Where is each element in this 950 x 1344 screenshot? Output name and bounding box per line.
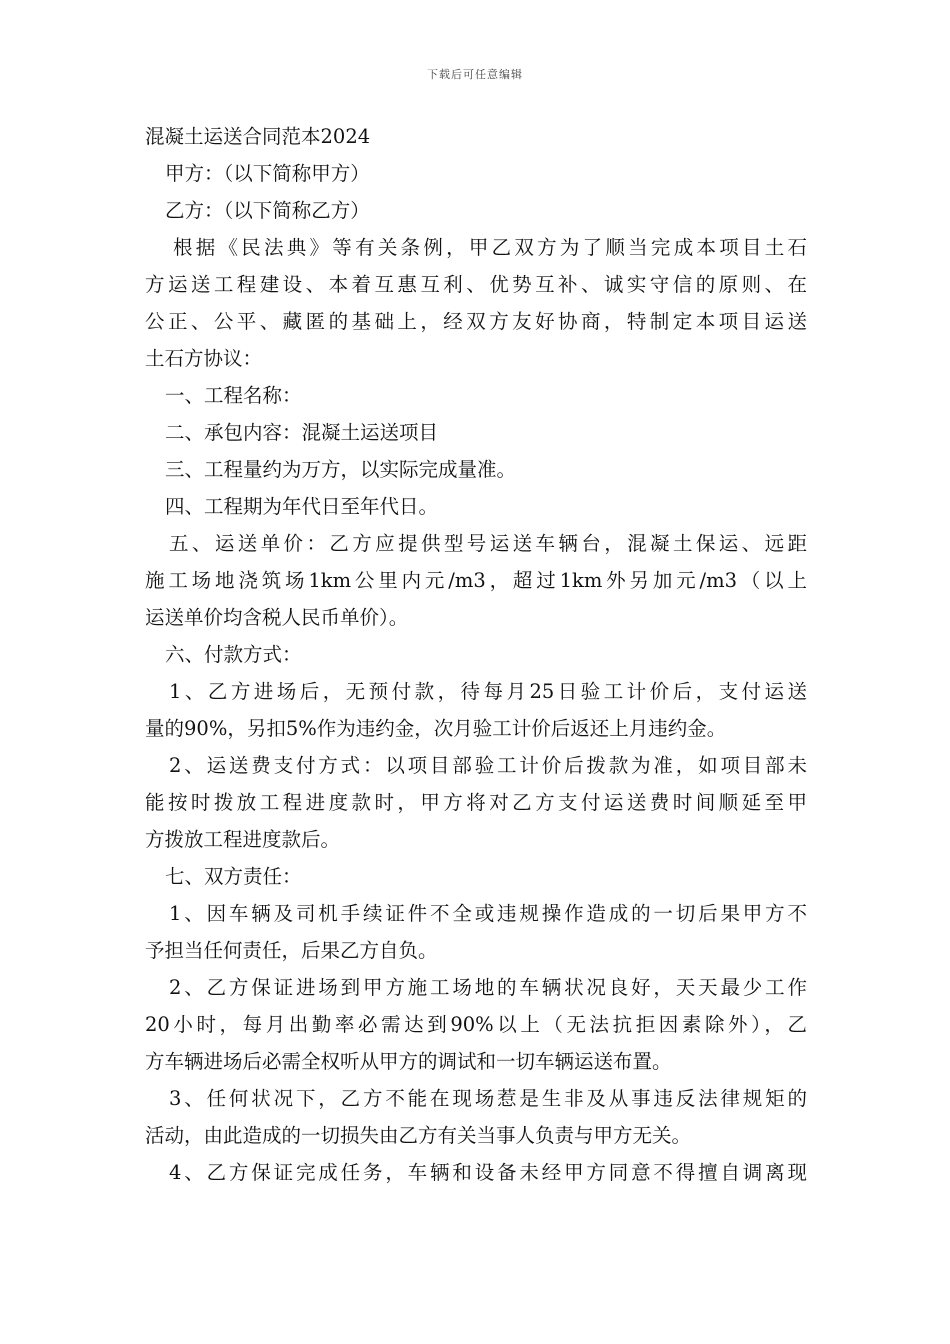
section-3-quantity: 三、工程量约为万方，以实际完成量准。 <box>165 458 517 481</box>
section-7-2-line-3: 方车辆进场后必需全权听从甲方的调试和一切车辆运送布置。 <box>145 1050 672 1073</box>
section-5-line-1: 五、运送单价：乙方应提供型号运送车辆台，混凝土保运、远距 <box>169 532 807 555</box>
page-header: 下载后可任意编辑 <box>427 68 523 81</box>
intro-line-4: 土石方协议： <box>145 347 263 370</box>
section-7-3-line-2: 活动，由此造成的一切损失由乙方有关当事人负责与甲方无关。 <box>145 1124 692 1147</box>
document-title: 混凝土运送合同范本2024 <box>145 125 371 148</box>
party-a-line: 甲方：（以下简称甲方） <box>165 162 370 185</box>
section-2-scope: 二、承包内容：混凝土运送项目 <box>165 421 439 444</box>
section-7-2-line-1: 2、乙方保证进场到甲方施工场地的车辆状况良好，天天最少工作 <box>169 976 807 999</box>
section-7-4-line-1: 4、乙方保证完成任务，车辆和设备未经甲方同意不得擅自调离现 <box>169 1161 807 1184</box>
section-7-2-line-2: 20小时，每月出勤率必需达到90%以上（无法抗拒因素除外），乙 <box>145 1013 807 1036</box>
section-7-responsibilities: 七、双方责任： <box>165 865 302 888</box>
party-b-line: 乙方：（以下简称乙方） <box>165 199 370 222</box>
section-7-3-line-1: 3、任何状况下，乙方不能在现场惹是生非及从事违反法律规矩的 <box>169 1087 807 1110</box>
section-6-2-line-2: 能按时拨放工程进度款时，甲方将对乙方支付运送费时间顺延至甲 <box>145 791 807 814</box>
section-6-2-line-3: 方拨放工程进度款后。 <box>145 828 341 851</box>
section-5-line-2: 施工场地浇筑场1km公里内元/m3，超过1km外另加元/m3（以上 <box>145 569 807 592</box>
section-7-1-line-2: 予担当任何责任，后果乙方自负。 <box>145 939 438 962</box>
section-4-period: 四、工程期为年代日至年代日。 <box>165 495 439 518</box>
section-6-1-line-2: 量的90%，另扣5%作为违约金，次月验工计价后返还上月违约金。 <box>145 717 727 740</box>
section-6-1-line-1: 1、乙方进场后，无预付款，待每月25日验工计价后，支付运送 <box>169 680 807 703</box>
section-5-line-3: 运送单价均含税人民币单价）。 <box>145 606 409 629</box>
section-6-payment: 六、付款方式： <box>165 643 302 666</box>
intro-line-1: 根据《民法典》等有关条例，甲乙双方为了顺当完成本项目土石 <box>173 236 807 259</box>
intro-line-2: 方运送工程建设、本着互惠互利、优势互补、诚实守信的原则、在 <box>145 273 807 296</box>
intro-line-3: 公正、公平、藏匿的基础上，经双方友好协商，特制定本项目运送 <box>145 310 807 333</box>
section-6-2-line-1: 2、运送费支付方式：以项目部验工计价后拨款为准，如项目部未 <box>169 754 807 777</box>
section-7-1-line-1: 1、因车辆及司机手续证件不全或违规操作造成的一切后果甲方不 <box>169 902 807 925</box>
document-body <box>145 118 807 1191</box>
section-1-project-name: 一、工程名称： <box>165 384 302 407</box>
